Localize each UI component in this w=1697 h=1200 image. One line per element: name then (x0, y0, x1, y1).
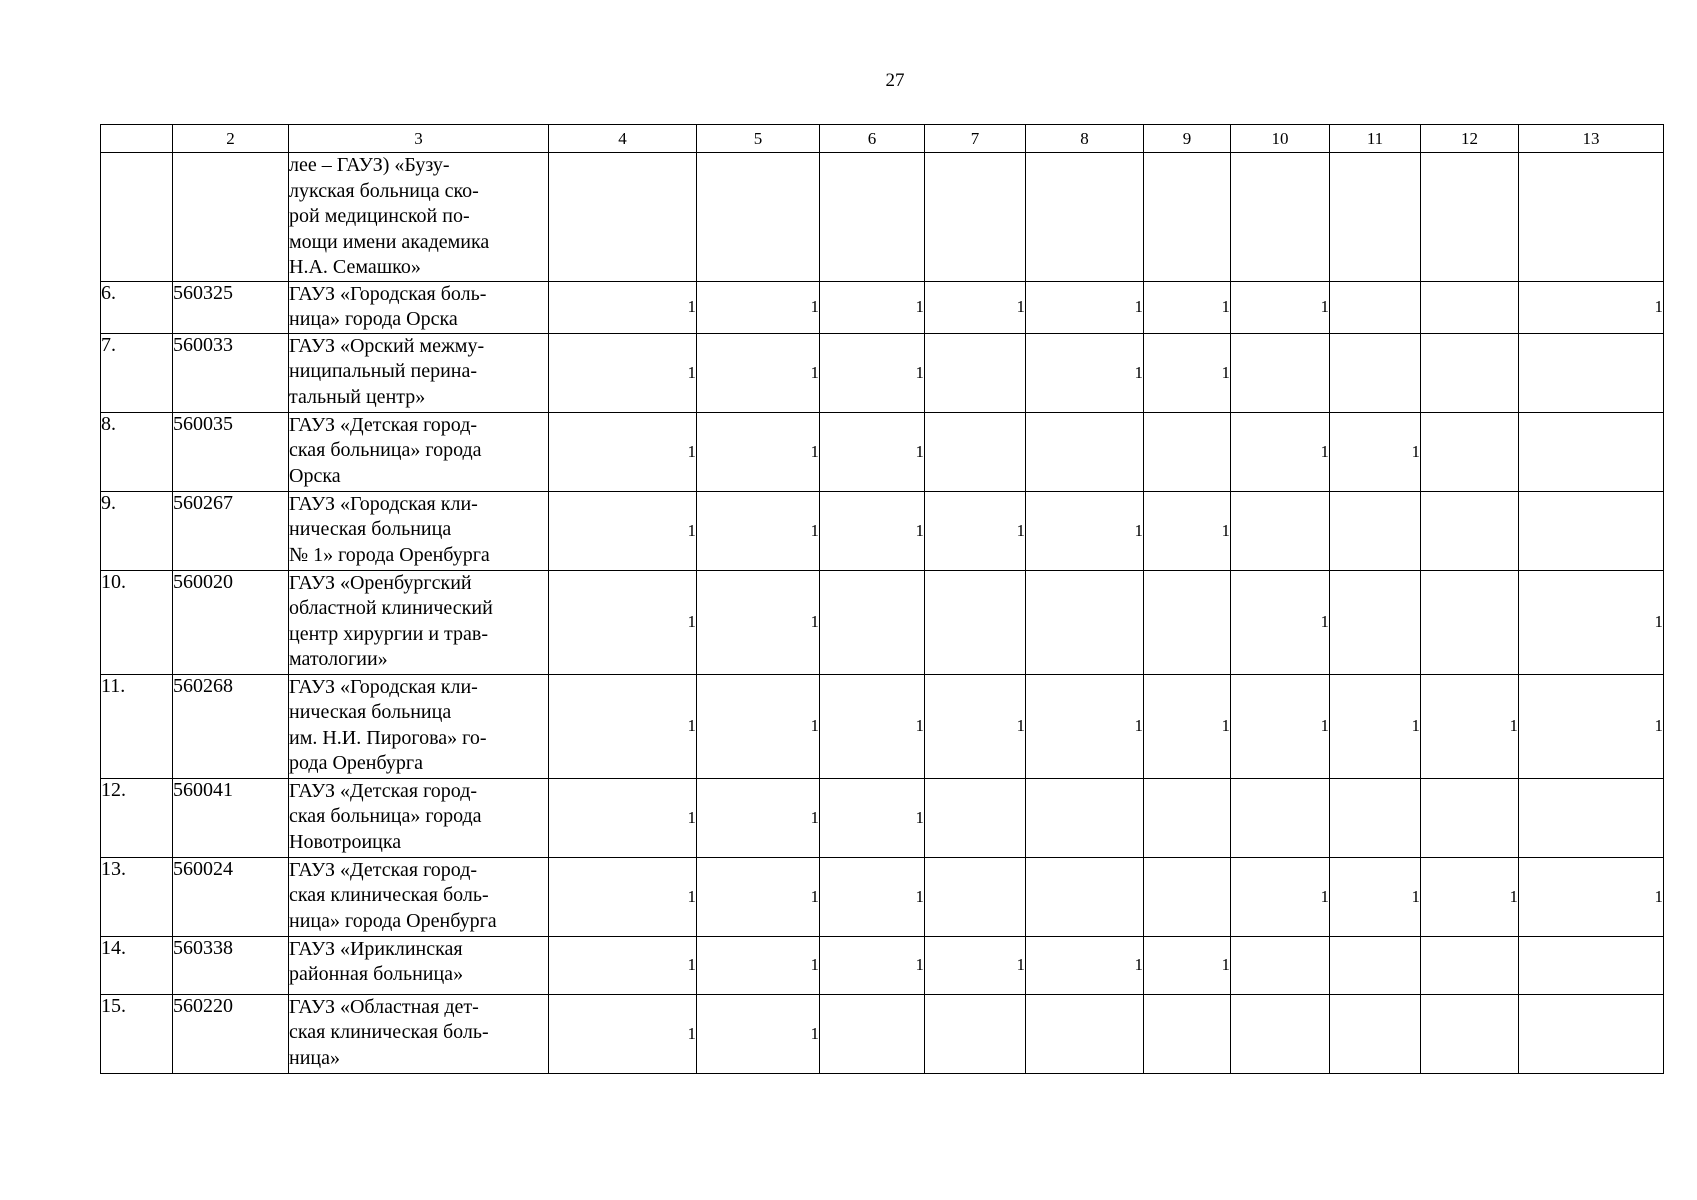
mark-cell (1519, 412, 1664, 491)
mark-cell: 1 (1144, 936, 1231, 994)
mark-cell: 1 (549, 994, 697, 1073)
mark-cell: 1 (1519, 674, 1664, 778)
table-row (101, 994, 1664, 1073)
mark-cell: 1 (1231, 570, 1330, 674)
facility-code: 560267 (173, 491, 289, 570)
mark-cell (1519, 491, 1664, 570)
mark-cell: 1 (820, 333, 925, 412)
mark-cell: 1 (1330, 412, 1421, 491)
mark-cell: 1 (1144, 281, 1231, 333)
mark-cell: 1 (820, 674, 925, 778)
mark-cell (1231, 153, 1330, 282)
mark-cell: 1 (1026, 936, 1144, 994)
mark-cell (925, 570, 1026, 674)
mark-cell: 1 (1231, 674, 1330, 778)
mark-cell: 1 (697, 674, 820, 778)
mark-cell (1421, 281, 1519, 333)
mark-cell (1330, 491, 1421, 570)
column-header: 10 (1231, 125, 1330, 153)
facility-code: 560035 (173, 412, 289, 491)
mark-cell: 1 (1330, 857, 1421, 936)
mark-cell: 1 (697, 778, 820, 857)
mark-cell: 1 (549, 333, 697, 412)
column-header: 6 (820, 125, 925, 153)
table-row (101, 570, 1664, 674)
column-header: 3 (289, 125, 549, 153)
mark-cell: 1 (1330, 674, 1421, 778)
column-header: 4 (549, 125, 697, 153)
mark-cell: 1 (697, 936, 820, 994)
mark-cell: 1 (549, 936, 697, 994)
mark-cell: 1 (820, 412, 925, 491)
mark-cell: 1 (820, 857, 925, 936)
row-number: 15. (101, 994, 173, 1073)
table-row (101, 491, 1664, 570)
column-header: 2 (173, 125, 289, 153)
mark-cell: 1 (549, 674, 697, 778)
mark-cell (1231, 994, 1330, 1073)
column-header (101, 125, 173, 153)
table-row (101, 153, 1664, 282)
mark-cell (1231, 778, 1330, 857)
row-number: 14. (101, 936, 173, 994)
facility-name: ГАУЗ «Орский межму- ниципальный перина- тальный центр» (289, 333, 549, 412)
facility-name: ГАУЗ «Детская город- ская больница» города Новотроицка (289, 778, 549, 857)
mark-cell: 1 (925, 674, 1026, 778)
facility-name: ГАУЗ «Городская боль- ница» города Орска (289, 281, 549, 333)
mark-cell (1421, 333, 1519, 412)
mark-cell: 1 (549, 778, 697, 857)
mark-cell (925, 333, 1026, 412)
facility-code: 560033 (173, 333, 289, 412)
facility-code: 560041 (173, 778, 289, 857)
mark-cell (925, 778, 1026, 857)
row-number: 9. (101, 491, 173, 570)
mark-cell: 1 (820, 936, 925, 994)
facility-name: ГАУЗ «Детская город- ская больница» города Орска (289, 412, 549, 491)
mark-cell: 1 (1026, 674, 1144, 778)
mark-cell (1421, 994, 1519, 1073)
facility-code: 560024 (173, 857, 289, 936)
mark-cell: 1 (549, 857, 697, 936)
mark-cell (697, 153, 820, 282)
mark-cell (1026, 412, 1144, 491)
mark-cell (1421, 491, 1519, 570)
column-header: 11 (1330, 125, 1421, 153)
row-number (101, 153, 173, 282)
mark-cell (1519, 778, 1664, 857)
mark-cell: 1 (820, 491, 925, 570)
mark-cell (925, 153, 1026, 282)
facility-code (173, 153, 289, 282)
facility-code: 560268 (173, 674, 289, 778)
mark-cell (1026, 570, 1144, 674)
mark-cell: 1 (1144, 674, 1231, 778)
mark-cell: 1 (697, 281, 820, 333)
mark-cell (1421, 936, 1519, 994)
mark-cell (1421, 778, 1519, 857)
mark-cell (549, 153, 697, 282)
table-row (101, 333, 1664, 412)
column-header: 7 (925, 125, 1026, 153)
mark-cell (1026, 153, 1144, 282)
column-header-row (101, 125, 1664, 153)
row-number: 7. (101, 333, 173, 412)
mark-cell (925, 994, 1026, 1073)
facility-name: ГАУЗ «Городская кли- ническая больница № 1» города Оренбурга (289, 491, 549, 570)
mark-cell (1519, 936, 1664, 994)
mark-cell (820, 994, 925, 1073)
mark-cell: 1 (549, 570, 697, 674)
mark-cell: 1 (697, 570, 820, 674)
column-header: 12 (1421, 125, 1519, 153)
mark-cell: 1 (697, 333, 820, 412)
mark-cell: 1 (1519, 281, 1664, 333)
mark-cell (1026, 857, 1144, 936)
mark-cell: 1 (1231, 857, 1330, 936)
table-row (101, 857, 1664, 936)
facility-code: 560220 (173, 994, 289, 1073)
facility-code: 560325 (173, 281, 289, 333)
facility-name: ГАУЗ «Оренбургский областной клинический центр хирургии и трав- матологии» (289, 570, 549, 674)
mark-cell (1026, 778, 1144, 857)
row-number: 10. (101, 570, 173, 674)
facility-code: 560020 (173, 570, 289, 674)
facility-name: ГАУЗ «Ириклинская районная больница» (289, 936, 549, 994)
mark-cell (1330, 153, 1421, 282)
mark-cell (1144, 412, 1231, 491)
mark-cell (925, 412, 1026, 491)
mark-cell (1519, 333, 1664, 412)
mark-cell (1330, 281, 1421, 333)
table-body (101, 153, 1664, 1074)
mark-cell: 1 (1231, 412, 1330, 491)
mark-cell: 1 (697, 412, 820, 491)
mark-cell: 1 (820, 778, 925, 857)
facility-code: 560338 (173, 936, 289, 994)
facility-name: лее – ГАУЗ) «Бузу- лукская больница ско- рой медицинской по- мощи имени академика Н.А. Семашко» (289, 153, 549, 282)
mark-cell (1231, 333, 1330, 412)
row-number: 6. (101, 281, 173, 333)
mark-cell: 1 (925, 491, 1026, 570)
mark-cell (1144, 778, 1231, 857)
table-row (101, 778, 1664, 857)
facility-name: ГАУЗ «Областная дет- ская клиническая боль- ница» (289, 994, 549, 1073)
mark-cell (1330, 570, 1421, 674)
mark-cell: 1 (1026, 333, 1144, 412)
facility-name: ГАУЗ «Городская кли- ническая больница им. Н.И. Пирогова» го- рода Оренбурга (289, 674, 549, 778)
mark-cell (1421, 412, 1519, 491)
mark-cell (1144, 153, 1231, 282)
mark-cell: 1 (1421, 674, 1519, 778)
mark-cell: 1 (820, 281, 925, 333)
row-number: 8. (101, 412, 173, 491)
column-header: 5 (697, 125, 820, 153)
mark-cell: 1 (1421, 857, 1519, 936)
mark-cell (1231, 936, 1330, 994)
mark-cell (1144, 570, 1231, 674)
mark-cell (1330, 778, 1421, 857)
table-row (101, 281, 1664, 333)
mark-cell (1330, 994, 1421, 1073)
facilities-table (100, 124, 1664, 1074)
mark-cell (820, 153, 925, 282)
facility-name: ГАУЗ «Детская город- ская клиническая боль- ница» города Оренбурга (289, 857, 549, 936)
mark-cell (1421, 570, 1519, 674)
table-row (101, 412, 1664, 491)
mark-cell (1330, 333, 1421, 412)
mark-cell: 1 (1144, 491, 1231, 570)
table-row (101, 936, 1664, 994)
row-number: 13. (101, 857, 173, 936)
mark-cell (925, 857, 1026, 936)
mark-cell (1421, 153, 1519, 282)
column-header: 8 (1026, 125, 1144, 153)
mark-cell: 1 (697, 994, 820, 1073)
mark-cell: 1 (1026, 281, 1144, 333)
mark-cell (1144, 994, 1231, 1073)
page-number: 27 (885, 70, 905, 91)
mark-cell (820, 570, 925, 674)
mark-cell: 1 (697, 857, 820, 936)
mark-cell (1330, 936, 1421, 994)
mark-cell: 1 (925, 936, 1026, 994)
mark-cell (1519, 994, 1664, 1073)
row-number: 11. (101, 674, 173, 778)
mark-cell: 1 (549, 412, 697, 491)
mark-cell: 1 (925, 281, 1026, 333)
table-row (101, 674, 1664, 778)
mark-cell (1231, 491, 1330, 570)
mark-cell: 1 (549, 281, 697, 333)
mark-cell: 1 (1231, 281, 1330, 333)
mark-cell: 1 (1144, 333, 1231, 412)
mark-cell (1144, 857, 1231, 936)
mark-cell: 1 (1519, 570, 1664, 674)
column-header: 13 (1519, 125, 1664, 153)
mark-cell (1519, 153, 1664, 282)
mark-cell: 1 (1519, 857, 1664, 936)
mark-cell: 1 (549, 491, 697, 570)
row-number: 12. (101, 778, 173, 857)
column-header: 9 (1144, 125, 1231, 153)
mark-cell (1026, 994, 1144, 1073)
mark-cell: 1 (1026, 491, 1144, 570)
mark-cell: 1 (697, 491, 820, 570)
